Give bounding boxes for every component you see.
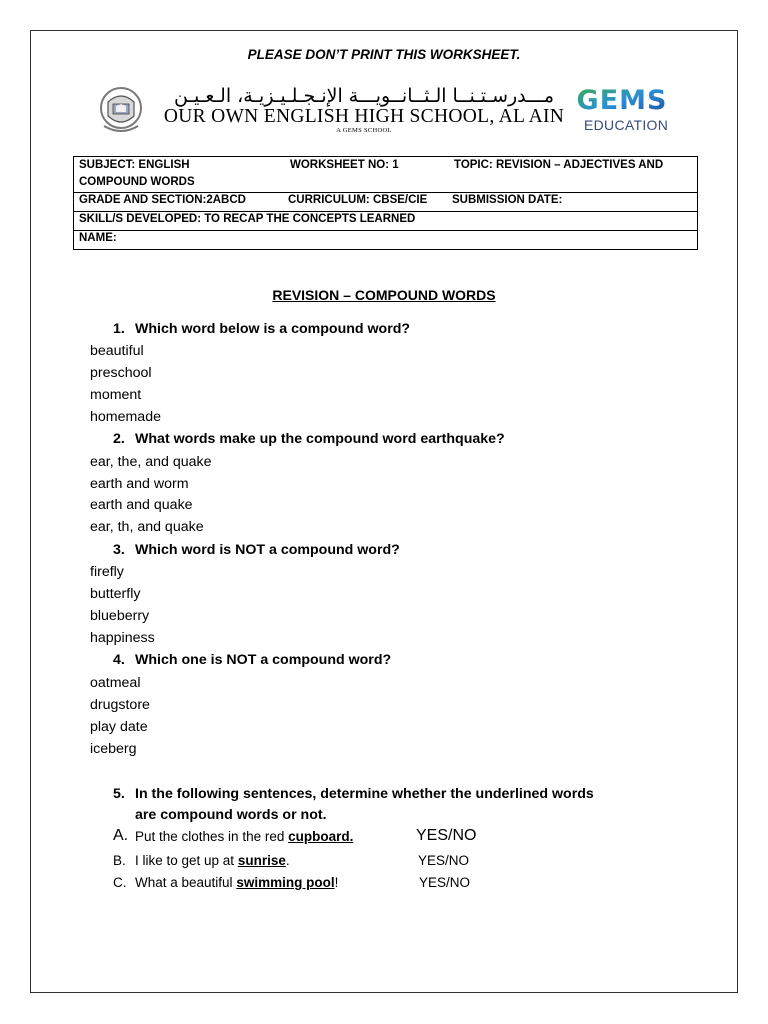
school-name-arabic: مـــدرسـتـنــا الـثــانــويـــة الإنـجـلـيـزيـة، الـعـيـن — [173, 85, 555, 107]
worksheet-info-table — [73, 156, 698, 250]
option[interactable]: ear, the, and quake — [90, 454, 212, 470]
option[interactable]: play date — [90, 719, 148, 735]
school-crest-icon — [98, 82, 144, 136]
banner-notice: PLEASE DON’T PRINT THIS WORKSHEET. — [247, 47, 521, 62]
gems-logo-icon — [576, 84, 668, 116]
option[interactable]: homemade — [90, 409, 161, 425]
question-text-continued: are compound words or not. — [135, 807, 327, 823]
topic-label: TOPIC: REVISION – ADJECTIVES AND — [454, 159, 664, 171]
option[interactable]: firefly — [90, 564, 124, 580]
school-name: OUR OWN ENGLISH HIGH SCHOOL, AL AIN — [163, 106, 565, 127]
sentence-letter: C. — [113, 875, 127, 890]
yes-no-answer[interactable]: YES/NO — [416, 827, 477, 844]
grade-section: GRADE AND SECTION:2ABCD — [79, 194, 246, 206]
question-number: 4. — [113, 652, 125, 668]
question-number: 2. — [113, 431, 125, 447]
option[interactable]: earth and worm — [90, 476, 189, 492]
subject-label: SUBJECT: ENGLISH — [79, 159, 190, 171]
underlined-word: cupboard. — [288, 829, 354, 844]
school-subtitle: A GEMS SCHOOL — [336, 127, 392, 134]
info-row-subject — [74, 157, 697, 193]
option[interactable]: moment — [90, 387, 142, 403]
info-row-name — [74, 231, 697, 250]
submission-date: SUBMISSION DATE: — [452, 194, 563, 206]
option[interactable]: butterfly — [90, 586, 141, 602]
svg-text:GEMS: GEMS — [576, 85, 668, 116]
subject-topic-continuation: COMPOUND WORDS — [79, 176, 195, 188]
sentence-text: What a beautiful swimming pool! — [135, 875, 339, 890]
option[interactable]: earth and quake — [90, 497, 193, 513]
question-text: What words make up the compound word earthquake? — [135, 431, 505, 447]
name-field[interactable]: NAME: — [79, 232, 117, 244]
sentence-text: Put the clothes in the red cupboard. — [135, 829, 354, 844]
question-number: 3. — [113, 542, 125, 558]
option[interactable]: happiness — [90, 630, 155, 646]
underlined-word: swimming pool — [236, 875, 335, 890]
sentence-letter: A. — [113, 827, 129, 844]
yes-no-answer[interactable]: YES/NO — [419, 875, 471, 890]
info-row-skills — [74, 212, 697, 231]
question-text: In the following sentences, determine whether the underlined words — [135, 786, 594, 802]
option[interactable]: beautiful — [90, 343, 144, 359]
option[interactable]: drugstore — [90, 697, 150, 713]
sentence-text: I like to get up at sunrise. — [135, 853, 290, 868]
question-number: 1. — [113, 321, 125, 337]
gems-education-label: EDUCATION — [584, 117, 669, 133]
skills-developed: SKILL/S DEVELOPED: TO RECAP THE CONCEPTS LEARNED — [79, 213, 416, 225]
option[interactable]: oatmeal — [90, 675, 141, 691]
option[interactable]: ear, th, and quake — [90, 519, 204, 535]
question-text: Which one is NOT a compound word? — [135, 652, 392, 668]
section-title: REVISION – COMPOUND WORDS — [272, 287, 496, 303]
yes-no-answer[interactable]: YES/NO — [418, 853, 470, 868]
question-number: 5. — [113, 786, 125, 802]
question-text: Which word below is a compound word? — [135, 321, 411, 337]
info-row-grade — [74, 193, 697, 212]
sentence-letter: B. — [113, 853, 126, 868]
option[interactable]: preschool — [90, 365, 152, 381]
question-text: Which word is NOT a compound word? — [135, 542, 400, 558]
underlined-word: sunrise — [237, 853, 286, 868]
option[interactable]: blueberry — [90, 608, 150, 624]
option[interactable]: iceberg — [90, 741, 137, 757]
worksheet-number: WORKSHEET NO: 1 — [290, 159, 399, 171]
curriculum: CURRICULUM: CBSE/CIE — [288, 194, 428, 206]
